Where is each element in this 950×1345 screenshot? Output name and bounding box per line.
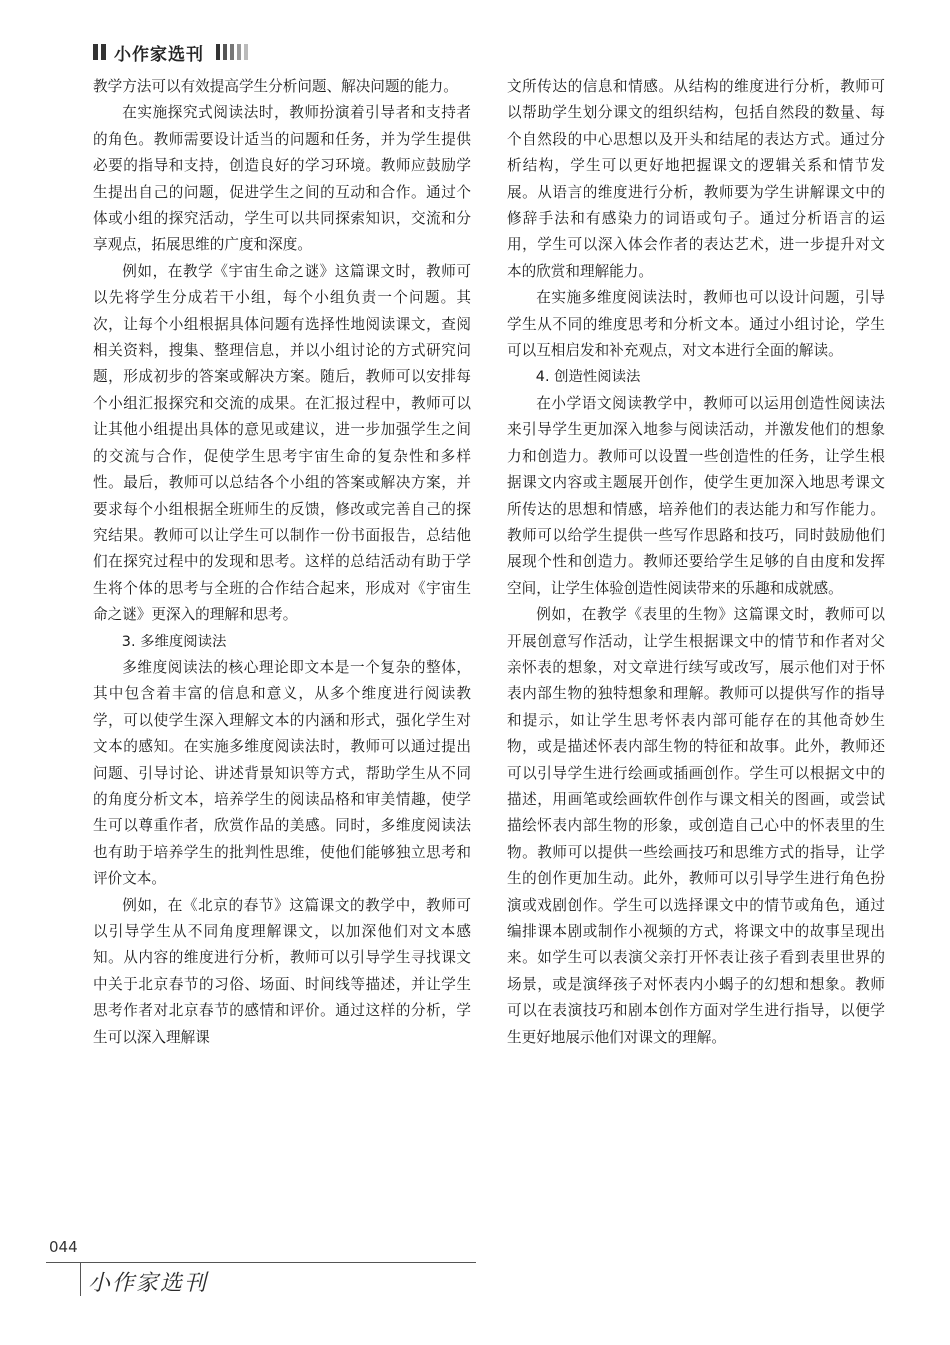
page-number: 044 [49, 1238, 78, 1256]
header-gradient-bar [223, 44, 227, 60]
body-paragraph: 在实施多维度阅读法时，教师也可以设计问题，引导学生从不同的维度思考和分析文本。通过小组讨论，学生可以互相启发和补充观点，对文本进行全面的解读。 [507, 289, 885, 360]
running-header [93, 40, 248, 64]
section-heading: 3. 多维度阅读法 [121, 633, 227, 650]
header-right-bars [216, 44, 248, 60]
body-paragraph: 多维度阅读法的核心理论即文本是一个复杂的整体，其中包含着丰富的信息和意义，从多个维度进行阅读教学，可以使学生深入理解文本的内涵和形式，强化学生对文本的感知。在实施多维度阅读法时，教师可以通过提出问题、引导讨论、讲述背景知识等方式，帮助学生从不同的角度分析文本，培养学生的阅读品格和审美情趣，使学生可以尊重作者，欣赏作品的美感。同时，多维度阅读法也有助于培养学生的批判性思维，使他们能够独立思考和评价文本。 [93, 658, 471, 888]
right-text-column [507, 74, 885, 1051]
header-gradient-bar [244, 44, 248, 60]
header-bar [101, 44, 106, 60]
header-left-bars [93, 44, 106, 60]
header-gradient-bar [216, 44, 220, 60]
body-paragraph: 在小学语文阅读教学中，教师可以运用创造性阅读法来引导学生更加深入地参与阅读活动，并激发他们的想象力和创造力。教师可以设置一些创造性的任务，让学生根据课文内容或主题展开创作，使学生更加深入地思考课文所传达的思想和情感，培养他们的表达能力和写作能力。教师可以给学生提供一些写作思路和技巧，同时鼓励他们展现个性和创造力。教师还要给学生足够的自由度和发挥空间，让学生体验创造性阅读带来的乐趣和成就感。 [507, 394, 885, 597]
body-paragraph: 例如，在《北京的春节》这篇课文的教学中，教师可以引导学生从不同角度理解课文，以加深他们对文本感知。从内容的维度进行分析，教师可以引导学生寻找课文中关于北京春节的习俗、场面、时间线等描述，并让学生思考作者对北京春节的感情和评价。通过这样的分析，学生可以深入理解课 [93, 896, 471, 1046]
left-text-column [93, 74, 471, 1051]
section-heading: 4. 创造性阅读法 [535, 369, 641, 386]
body-paragraph: 教学方法可以有效提高学生分析问题、解决问题的能力。 [93, 78, 458, 95]
header-gradient-bar [230, 44, 234, 60]
body-paragraph: 文所传达的信息和情感。从结构的维度进行分析，教师可以帮助学生划分课文的组织结构，包括自然段的数量、每个自然段的中心思想以及开头和结尾的表达方式。通过分析结构，学生可以更好地把握课文的逻辑关系和情节发展。从语言的维度进行分析，教师要为学生讲解课文中的修辞手法和有感染力的词语或句子。通过分析语言的运用，学生可以深入体会作者的表达艺术，进一步提升对文本的欣赏和理解能力。 [507, 78, 885, 280]
footer-divider [80, 1262, 81, 1296]
footer-rule [46, 1262, 476, 1263]
body-paragraph: 在实施探究式阅读法时，教师扮演着引导者和支持者的角色。教师需要设计适当的问题和任务，并为学生提供必要的指导和支持，创造良好的学习环境。教师应鼓励学生提出自己的问题，促进学生之间的互动和合作。通过个体或小组的探究活动，学生可以共同探索知识，交流和分享观点，拓展思维的广度和深度。 [93, 104, 471, 254]
journal-title: 小作家选刊 [114, 44, 204, 65]
footer-logo: 小作家选刊 [88, 1271, 209, 1296]
header-bar [93, 44, 98, 60]
header-gradient-bar [237, 44, 241, 60]
body-paragraph: 例如，在教学《宇宙生命之谜》这篇课文时，教师可以先将学生分成若干小组，每个小组负责一个问题。其次，让每个小组根据具体问题有选择性地阅读课文，查阅相关资料，搜集、整理信息，并以小组讨论的方式研究问题，形成初步的答案或解决方案。随后，教师可以安排每个小组汇报探究和交流的成果。在汇报过程中，教师可以让其他小组提出具体的意见或建议，进一步加强学生之间的交流与合作，促使学生思考宇宙生命的复杂性和多样性。最后，教师可以总结各个小组的答案或解决方案，并要求每个小组根据全班师生的反馈，修改或完善自己的探究结果。教师可以让学生可以制作一份书面报告，总结他们在探究过程中的发现和思考。这样的总结活动有助于学生将个体的思考与全班的合作结合起来，形成对《宇宙生命之谜》更深入的理解和思考。 [93, 262, 471, 624]
body-paragraph: 例如，在教学《表里的生物》这篇课文时，教师可以开展创意写作活动，让学生根据课文中的情节和作者对父亲怀表的想象，对文章进行续写或改写，展示他们对于怀表内部生物的独特想象和理解。教师可以提供写作的指导和提示，如让学生思考怀表内部可能存在的其他奇妙生物，或是描述怀表内部生物的特征和故事。此外，教师还可以引导学生进行绘画或插画创作。学生可以根据文中的描述，用画笔或绘画软件创作与课文相关的图画，或尝试描绘怀表内部生物的形象，或创造自己心中的怀表里的生物。教师可以提供一些绘画技巧和思维方式的指导，让学生的创作更加生动。此外，教师可以引导学生进行角色扮演或戏剧创作。学生可以选择课文中的情节或角色，通过编排课本剧或制作小视频的方式，将课文中的故事呈现出来。如学生可以表演父亲打开怀表让孩子看到表里世界的场景，或是演绎孩子对怀表内小蝎子的幻想和想象。教师可以在表演技巧和剧本创作方面对学生进行指导，以便学生更好地展示他们对课文的理解。 [507, 606, 885, 1046]
